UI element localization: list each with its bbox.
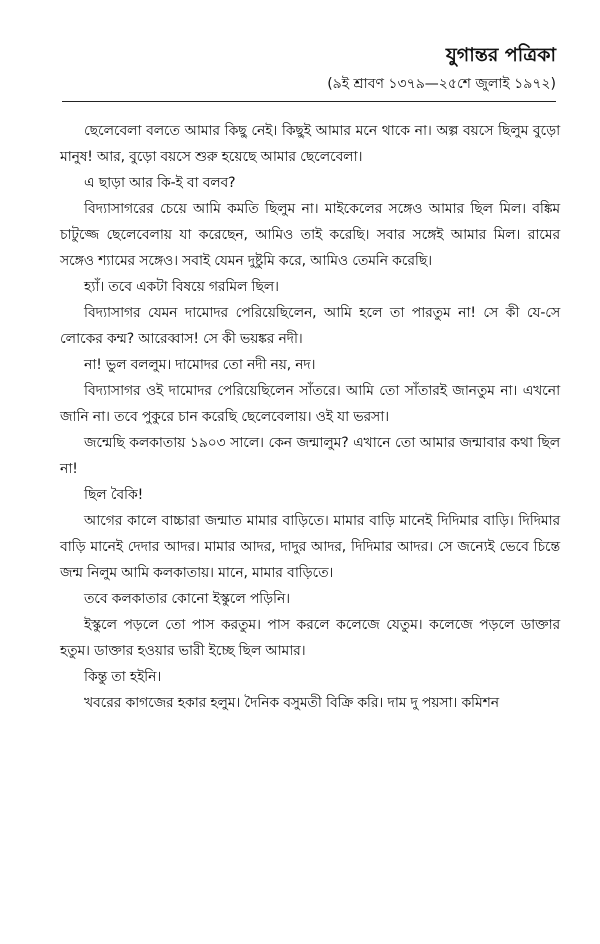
- paragraph: বিদ্যাসাগর ওই দামোদর পেরিয়েছিলেন সাঁতরে। আমি তো সাঁতারই জানতুম না। এখনো জানি না। তবে পুকুরে চান করেছি ছেলেবেলায়। ওই যা ভরসা।: [60, 383, 560, 425]
- publication-header: [327, 42, 556, 94]
- paragraph: ছেলেবেলা বলতে আমার কিছু নেই। কিছুই আমার মনে থাকে না। অল্প বয়সে ছিলুম বুড়ো মানুষ! আর, বুড়ো বয়সে শুরু হয়েছে আমার ছেলেবেলা।: [60, 123, 560, 165]
- paragraph: কিন্তু তা হইনি।: [84, 669, 162, 685]
- paragraph: এ ছাড়া আর কি-ই বা বলব?: [84, 175, 236, 191]
- paragraph: তবে কলকাতার কোনো ইস্কুলে পড়িনি।: [84, 591, 290, 607]
- paragraph: না! ভুল বললুম। দামোদর তো নদী নয়, নদ।: [84, 357, 316, 373]
- paragraph: হ্যাঁ। তবে একটা বিষয়ে গরমিল ছিল।: [84, 279, 279, 295]
- paragraph: খবরের কাগজের হকার হলুম। দৈনিক বসুমতী বিক্রি করি। দাম দু পয়সা। কমিশন: [84, 695, 499, 711]
- paragraph: বিদ্যাসাগরের চেয়ে আমি কমতি ছিলুম না। মাইকেলের সঙ্গেও আমার ছিল মিল। বঙ্কিম চাটুজ্জে ছেলেবেলায় যা করেছেন, আমিও তাই করেছি। সবার সঙ্গেই আমার মিল। রামের সঙ্গেও শ্যামের সঙ্গেও। সবাই যেমন দুষ্টুমি করে, আমিও তেমনি করেছি।: [60, 201, 560, 269]
- paragraph: বিদ্যাসাগর যেমন দামোদর পেরিয়েছিলেন, আমি হলে তা পারতুম না! সে কী যে-সে লোকের কম্ম? আরেব্বাস! সে কী ভয়ঙ্কর নদী।: [60, 305, 560, 347]
- paragraph: ছিল বৈকি!: [84, 487, 144, 503]
- body-text: [60, 118, 560, 716]
- publication-title: যুগান্তর পত্রিকা: [445, 44, 556, 66]
- header-divider: [62, 101, 556, 102]
- paragraph: জন্মেছি কলকাতায় ১৯০৩ সালে। কেন জন্মালুম? এখানে তো আমার জন্মাবার কথা ছিল না!: [60, 435, 560, 477]
- paragraph: আগের কালে বাচ্চারা জন্মাত মামার বাড়িতে। মামার বাড়ি মানেই দিদিমার বাড়ি। দিদিমার বাড়ি মানেই দেদার আদর। মামার আদর, দাদুর আদর, দিদিমার আদর। সে জন্যেই ভেবে চিন্তে জন্ম নিলুম আমি কলকাতায়। মানে, মামার বাড়িতে।: [60, 513, 560, 581]
- paragraph: ইস্কুলে পড়লে তো পাস করতুম। পাস করলে কলেজে যেতুম। কলেজে পড়লে ডাক্তার হতুম। ডাক্তার হওয়ার ভারী ইচ্ছে ছিল আমার।: [60, 617, 560, 659]
- publication-date: (৯ই শ্রাবণ ১৩৭৯—২৫শে জুলাই ১৯৭২): [327, 76, 556, 92]
